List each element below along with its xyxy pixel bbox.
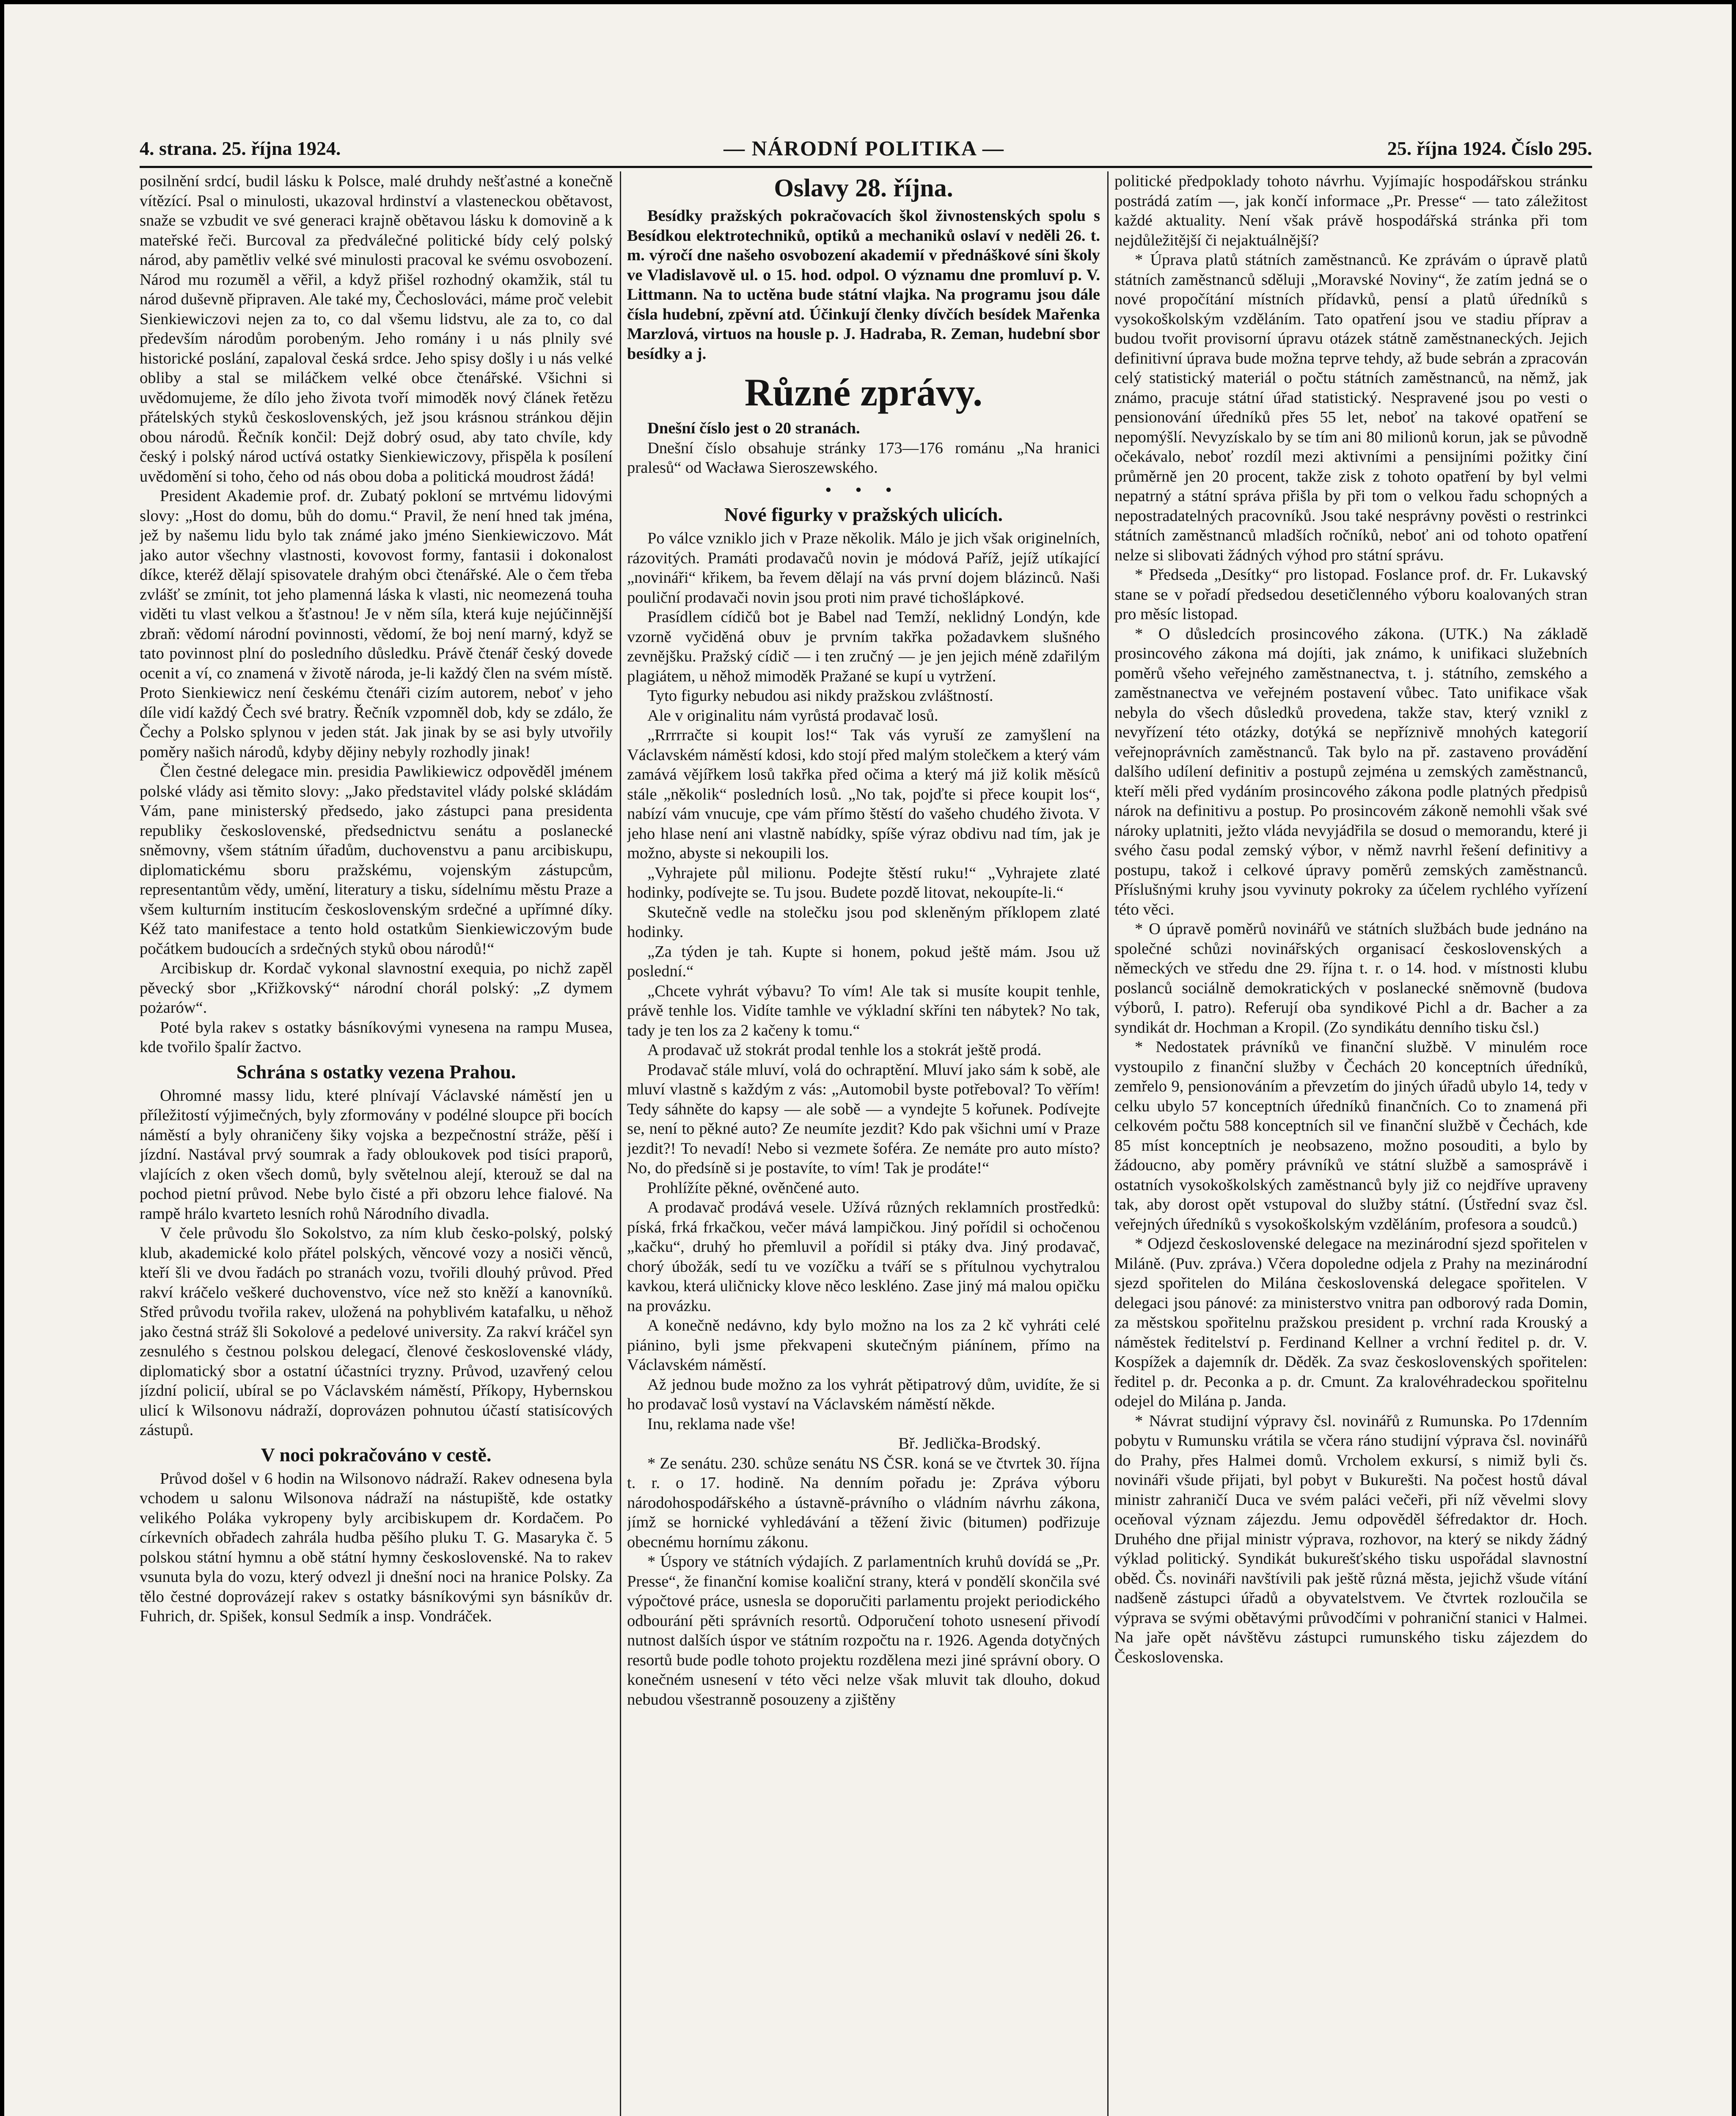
news-item: * Odjezd československé delegace na mezinárodní sjezd spořitelen v Miláně. (Puv. zpráva.) Včera dopoledne odjela z Prahy na mezinárodní sjezd spořitelen do Milána československá delegace spořitelen. V delegaci jsou pánové: za ministerstvo vnitra pan odborový rada Domin, za městskou spořitelnu pražskou president p. vrchní rada Krouský a náměstek ředitelství p. Ferdinand Kellner a vrchní ředitel p. dr. V. Kospížek a dajemník dr. Děděk. Za svaz československých spořitelen: ředitel p. dr. Peconka a p. dr. Cmunt. Za kralovéhradeckou spořitelnu odejel do Milána p. Janda. <box>1114 1235 1587 1410</box>
paragraph: Člen čestné delegace min. presidia Pawlikiewicz odpověděl jménem polské vlády asi těmito slovy: „Jako představitel vlády polské skládám Vám, pane ministerský předsedo, jako zástupci pana presidenta republiky československé, předsednictvu senátu a poslanecké sněmovny, všem státním úřadům, duchovenstvu a panu arcibiskupu, diplomatickému sboru pražskému, vojenským zástupcům, representantům vědy, umění, literatury a tisku, sídelnímu městu Praze a všem kulturním institucím československým srdečné a upřímné díky. Kéž tato manifestace a tento hold ostatkům Sienkiewiczovým bude počátkem budoucích a srdečných styků obou národů!“ <box>140 763 613 958</box>
paragraph: V čele průvodu šlo Sokolstvo, za ním klub česko-polský, polský klub, akademické kolo přátel polských, věncové vozy a nosiči věnců, kteří šli ve dvou řadách po stranách vozu, tvořili dlouhý průvod. Před rakví kráčelo veškeré duchovenstvo, více než sto kněží a kanovníků. Střed průvodu tvořila rakev, uložená na pohyblivém katafalku, u něhož jako čestná stráž šli Sokolové a pedelové university. Za rakví kráčel syn zesnulého s čestnou polskou delegací, členové československé vlády, diplomatický sbor a ostatní účastníci tryzny. Průvod, uzavřený celou jízdní policií, ubíral se po Václavském náměstí, Příkopy, Hybernskou ulicí k Wilsonovu nádraží, doprovázen pohnutou účastí statisícových zástupů. <box>140 1224 613 1439</box>
news-item: * Nedostatek právníků ve finanční službě. V minulém roce vystoupilo z finanční služby v Čechách 20 konceptních úředníků, zemřelo 9, pensionováním a převzetím do jiných úřadů ubylo 14, tedy v celku ubylo 57 konceptních úředníků finančních. Co to znamená při celkovém počtu 588 konceptních sil ve finanční službě v Čechách, kde 85 míst konceptních je neobsazeno, možno posouditi, a bylo by žádoucno, aby poměry právníků ve státní službě a samosprávě i ostatních vysokoškolských zaměstnanců byly již co nejdříve upraveny tak, aby dorost opět vstupoval do služby státní. (Ústřední svaz čsl. veřejných úředníků s vysokoškolským vzděláním, profesora a soudců.) <box>1114 1038 1587 1233</box>
paragraph: „Rrrrračte si koupit los!“ Tak vás vyruší ze zamyšlení na Václavském náměstí kdosi, kdo stojí před malým stolečkem a který vám zamává vějířkem losů takřka před očima a který má již kolik měsíců stále „několik“ posledních losů. „No tak, pojďte si přece koupit los“, nabízí vám vnucuje, cpe vám přímo štěstí do vašeho chudého života. V jeho hlase není ani vlastně nabídky, spíše výraz obdivu nad tím, jak je možno, abyste si nekoupili los. <box>627 726 1100 862</box>
newspaper-page <box>4 4 1732 2116</box>
paragraph: Prohlížíte pěkné, ověnčené auto. <box>647 1179 860 1197</box>
header-issue-info: 25. října 1924. Číslo 295. <box>1387 137 1592 159</box>
news-item: * O úpravě poměrů novinářů ve státních službách bude jednáno na společné schůzi novinářských organisací československých a německých ve středu dne 29. října t. r. o 14. hod. v místnosti klubu poslanců sociálně demokratických v poslanecké sněmovně (budova výborů, I. patro). Referují oba syndikové Pichl a dr. Bacher a za syndikát dr. Hochman a Kropil. (Zo syndikátu denního tisku čsl.) <box>1114 920 1587 1036</box>
paragraph: A konečně nedávno, kdy bylo možno na los za 2 kč vyhráti celé piánino, byli jsme překvapeni skutečným piánínem, přímo na Václavském náměstí. <box>627 1317 1100 1374</box>
paragraph: posilnění srdcí, budil lásku k Polsce, malé druhdy nešťastné a konečně vítězící. Psal o minulosti, ukazoval hrdinství a vlasteneckou obětavost, snaže se vzbudit ve své generaci krajně obětavou lásku k domovině a k mateřské řeči. Burcoval za předválečné politické bídy celý polský národ, aby pamětliv velké své minulosti pracoval ke svému osvobození. Národ mu rozuměl a věřil, a když přišel rozhodný okamžik, stál tu národ duševně připraven. Ale také my, Čechoslováci, máme proč velebit Sienkiewiczovi nejen za to, co dal všemu lidstvu, ale za to, co dal především národům porobeným. Jeho romány i u nás plnily své historické poslání, zapaloval česká srdce. Jeho spisy došly i u nás velké obliby a stal se miláčkem velké obce čtenářské. Všichni si uvědomujeme, že dílo jeho života tvoří mimoděk nový článek řetězu přátelských styků československých, jež jsou krásnou stránkou dějin obou národů. Řečník končil: Dejž dobrý osud, aby tato chvíle, kdy český i polský národ uctívá ostatky Sienkiewiczovy, přispěla k posílení uvědomění si toho, čeho od nás obou doba a politická moudrost žádá! <box>140 172 613 485</box>
separator-dots: • • • <box>825 481 902 499</box>
column-2 <box>627 171 1100 2116</box>
paragraph: Inu, reklama nade vše! <box>647 1415 796 1433</box>
paragraph: Ale v originalitu nám vyrůstá prodavač losů. <box>647 706 938 725</box>
author-signature: Bř. Jedlička-Brodský. <box>898 1435 1041 1452</box>
paragraph: Dnešní číslo obsahuje stránky 173—176 románu „Na hranici pralesů“ od Wacława Sieroszewského. <box>627 439 1100 477</box>
header-rule <box>140 166 1592 168</box>
paragraph: „Za týden je tah. Kupte si honem, pokud ještě mám. Jsou už poslední.“ <box>627 942 1100 980</box>
paragraph: A prodavač prodává vesele. Užívá různých reklamních prostředků: píská, frká frkačkou, večer mává lampičkou. Jiný pořídil si ochočenou „kačku“, druhý ho přemluvil a pořídil si ptáky dva. Jiný prodavač, chorý úbožák, sedí tu ve vozíčku a tváří se s přítulnou vychytralou kavkou, která uličnicky klove něco leskléno. Zase jiný má malou opičku na provázku. <box>627 1199 1100 1315</box>
paragraph: „Chcete vyhrát výbavu? To vím! Ale tak si musíte koupit tenhle, právě tenhle los. Vidíte tamhle ve výkladní skříni ten nábytek? No tak, tady je ten los za 2 kačeny k tomu.“ <box>627 982 1100 1039</box>
column-1 <box>140 171 613 2116</box>
section-heading: Různé zprávy. <box>744 371 983 414</box>
news-item: * Předseda „Desítky“ pro listopad. Foslance prof. dr. Fr. Lukavský stane se v pořadí předsedou desetičlenného výboru koalovaných stran pro měsíc listopad. <box>1114 566 1587 623</box>
section-heading: Oslavy 28. října. <box>774 174 953 202</box>
paragraph: Ohromné massy lidu, které plnívají Václavské náměstí jen u příležitostí výjimečných, byly zformovány v podélné sloupce při bocích náměstí a byly ohraničeny šiky vojska a bezpečnostní stráže, pěší i jízdní. Nastával prvý soumrak a řady obloukovek pod tisíci praporů, vlajících z oken všech domů, byly světelnou alejí, kterouž se dal na pochod pietní průvod. Nebe bylo čisté a při obzoru lehce fialové. Na rampě hrálo kvarteto lesních rohů Národního divadla. <box>140 1086 613 1223</box>
paragraph: Až jednou bude možno za los vyhrát pětipatrový dům, uvidíte, že si ho prodavač losů vystaví na Václavském náměstí někde. <box>627 1375 1100 1413</box>
column-divider <box>1107 171 1109 2116</box>
section-heading: V noci pokračováno v cestě. <box>261 1444 492 1466</box>
paragraph: Skutečně vedle na stolečku jsou pod skleněným příklopem zlaté hodinky. <box>627 903 1100 941</box>
paragraph: politické předpoklady tohoto návrhu. Vyjímajíc hospodářskou stránku postrádá zatím —, jak končí informace „Pr. Presse“ — tato záležitost každé aktuality. Není však právě hospodářská stránka při tom nejdůležitější či nejaktuálnější? <box>1114 172 1587 249</box>
news-item: * Úprava platů státních zaměstnanců. Ke zprávám o úpravě platů státních zaměstnanců sděluji „Moravské Noviny“, že zatím jedná se o nové propočítání místních přídavků, pensí a platů úředníků s vysokoškolským vzděláním. Tato opatření jsou ve stadiu příprav a budou tvořit provisorní úpravu otázek státně zaměstnaneckých. Jejich definitivní úprava bude možna teprve tehdy, až bude sebrán a zpracován celý statistický materiál o počtu státních zaměstnanců, na němž, jak známo, pracuje státní úřad statistický. Nespravené jsou po vesti o pensionování úředníků přes 55 let, neboť na takové opatření se nepomýšlí. Nevyzískalo by se tím ani 80 milionů korun, jak se původně očekávalo, neboť rozdíl mezi aktivními a pensijními požitky činí průměrně jen 20 procent, takže zisk z tohoto opatření by byl velmi nepatrný a státní správa přišla by při tom o velkou řadu schopných a nepostradatelných pracovníků. Jsou také nesprávny pověsti o restrinkci státních zaměstnanců mladších ročníků, neboť ani od tohoto opatření nelze si slibovati žádných výhod pro státní správu. <box>1114 251 1587 564</box>
paragraph: Prasídlem cídičů bot je Babel nad Temží, neklidný Londýn, kde vzorně vyčiděná obuv je prvním takřka požadavkem slušného zevnějšku. Pražský cídič — i ten zručný — je jen jejich méně zdařilým plagiátem, u něhož mimoděk Pražané se kupí u vytržení. <box>627 608 1100 685</box>
news-item: * Návrat studijní výpravy čsl. novinářů z Rumunska. Po 17denním pobytu v Rumunsku vrátila se včera ráno studijní výprava čsl. novinářů do Prahy, přes Halmei domů. Vrcholem exkursí, s nimiž byli čs. novináři všude přijati, byl pobyt v Bukurešti. Na počest hostů dával ministr zahraničí Duca ve svém paláci večeři, při níž věvelmi slovy oceňoval význam zájezdu. Jemu odpověděl šéfredaktor dr. Hoch. Druhého dne přijal ministr výprava, rozhovor, na který se nikdy žádný výklad politický. Syndikát bukurešťského tisku uspořádal slavnostní oběd. Čs. novináři navštívili pak ještě různá města, jejichž všude vítání nadšeně zástupci úřadů a obyvatelstvem. Ve čtvrtek rozloučila se výprava se svými obětavými průvodčími v pohraniční stanici v Halmei. Na jaře opět návštěvu zástupci rumunského tisku zájezdem do Československa. <box>1114 1412 1587 1666</box>
page-header <box>140 131 1592 165</box>
paragraph: President Akademie prof. dr. Zubatý pokloní se mrtvému lidovými slovy: „Host do domu, bůh do domu.“ Pravil, že není hned tak jména, jež by našemu lidu bylo tak známé jako jméno Sienkiewiczovo. Mát jako autor všechny vlastnosti, kovovost formy, fantasii i dokonalost díkce, kteréž dělají spisovatele drahým obci čtenářské. Ale o čem třeba zvlášť se zmínit, tot jeho plamenná láska k vlasti, nic neomezená touha viděti tu vlast velkou a šťastnou! Je v něm síla, která kuje nejúčinnější zbraň: vědomí národní povinnosti, vědomí, že boj není marný, když se tato povinnost plní do posledního důsledku. Právě čtenář český dovede ocenit a ví, co znamená v životě národa, je-li každý člen na svém místě. Proto Sienkiewicz není českému čtenáři cizím autorem, neboť v jeho díle vidí každý Čech své bratry. Řečník vzpomněl dob, kdy se zdálo, že Čechy a Polsko splynou v jeden stát. Jak jinak by se asi byly utvořily poměry našich národů, kdyby dějiny nebyly rozhodly jinak! <box>140 487 613 761</box>
paragraph: Poté byla rakev s ostatky básníkovými vynesena na rampu Musea, kde tvořilo špalír žactvo. <box>140 1018 613 1056</box>
column-3 <box>1114 171 1587 2116</box>
column-divider <box>620 171 621 2116</box>
paragraph: Po válce vzniklo jich v Praze několik. Málo je jich však originelních, rázovitých. Pramáti prodavačů novin je módová Paříž, jejíž utíkající „novináři“ křikem, ba řevem dělají na vás první dojem blázinců. Naši pouliční prodavači novin jsou proti nim pravé tichošlápkové. <box>627 529 1100 606</box>
paragraph: Dnešní číslo jest o 20 stranách. <box>647 419 860 437</box>
news-item: * Úspory ve státních výdajích. Z parlamentních kruhů dovídá se „Pr. Presse“, že finanční komise koaliční strany, která v pondělí skončila své výpočtové práce, usnesla se doporučiti parlamentu projekt periodického odbourání pěti správních resortů. Odporučení tohoto usnesení přivodí nutnost dalších úspor ve státním rozpočtu na r. 1926. Agenda dotyčných resortů bude podle tohoto projektu rozdělena mezi jiné správní obory. O konečném usnesení v této věci nelze však mluvit tak dlouho, dokud nebudou všestranně posouzeny a zjištěny <box>627 1553 1100 1708</box>
paragraph: Prodavač stále mluví, volá do ochraptění. Mluví jako sám k sobě, ale mluví vlastně s každým z vás: „Automobil byste potřeboval? To věřím! Tedy sáhněte do kapsy — ale sobě — a vyndejte 5 kořunek. Podívejte se, není to pěkné auto? Ze neumíte jezdit? Kdo pak všichni umí v Praze jezdit?! To nevadí! Nebo si vezmete šoféra. Ze nemáte pro auto místo? No, do předsíně si je postavíte, to vím! Tak je prodáte!“ <box>627 1061 1100 1177</box>
paragraph: „Vyhrajete půl milionu. Podejte štěstí ruku!“ „Vyhrajete zlaté hodinky, podívejte se. Tu jsou. Budete pozdě litovat, nekoupíte-li.“ <box>627 864 1100 901</box>
paragraph: Tyto figurky nebudou asi nikdy pražskou zvláštností. <box>647 687 993 705</box>
header-page-info: 4. strana. 25. října 1924. <box>140 137 341 159</box>
news-item: * O důsledcích prosincového zákona. (UTK.) Na základě prosincového zákona má dojíti, jak známo, k unifikaci služebních poměrů všeho veřejného zaměstnanectva, t. j. státního, zemského a zaměstnanectva ve veřejném postavení vůbec. Tato unifikace však nebyla do všech důsledků provedena, takže stav, který vznikl z nevyřízení této otázky, dotýká se nepříznivě mnohých kategorií veřejnoprávních zaměstnanců. Tak bylo na př. zastaveno provádění dalšího udílení definitiv a postupů zejména u zemských zaměstnanců, kteří měli před vydáním prosincového zákona podle platných předpisů nárok na definitivu a postup. Po prosincovém zákoně nemohli však své nároky uplatniti, ježto vláda nevyjádřila se dosud o memorandu, které ji svého času podal zemský výbor, v němž navrhl řešení definitivy a postupu, takož i celkové úpravy poměrů zemských zaměstnanců. Příslušnými kruhy jsou vyvinuty pokroky za účelem rychlého vyřízení této věci. <box>1114 625 1587 918</box>
section-heading: Schrána s ostatky vezena Prahou. <box>236 1061 516 1083</box>
paragraph: A prodavač už stokrát prodal tenhle los a stokrát ještě prodá. <box>647 1041 1042 1059</box>
paragraph: Besídky pražských pokračovacích škol živnostenských spolu s Besídkou elektrotechniků, optiků a mechaniků oslaví v neděli 26. t. m. výročí dne našeho osvobození akademií v přednáškové síni školy ve Vladislavově ul. o 15. hod. odpol. O významu dne promluví p. V. Littmann. Na to uctěna bude státní vlajka. Na programu jsou dále čísla hudební, zpěvní atd. Účinkují členky dívčích besídek Mařenka Marzlová, virtuos na housle p. J. Hadraba, R. Zeman, hudební sbor besídky a j. <box>627 207 1100 363</box>
news-item: * Ze senátu. 230. schůze senátu NS ČSR. koná se ve čtvrtek 30. října t. r. o 17. hodině. Na denním pořadu je: Zpráva výboru národohospodářského a ústavně-právního o vládním návrhu zákona, jímž se hornické vyhledávání a těžení živic (bitumen) podřizuje obecnému hornímu zákonu. <box>627 1454 1100 1551</box>
article-heading: Nové figurky v pražských ulicích. <box>724 504 1003 525</box>
paragraph: Arcibiskup dr. Kordač vykonal slavnostní exequia, po nichž zapěl pěvecký sbor „Křižkovský“ národní chorál polský: „Z dymem pożarów“. <box>140 959 613 1017</box>
paragraph: Průvod došel v 6 hodin na Wilsonovo nádraží. Rakev odnesena byla vchodem u salonu Wilsonova nádraží na nástupiště, kde ostatky velikého Poláka vykropeny byly arcibiskupem dr. Kordačem. Po církevních obřadech zahrála hudba pěšího pluku T. G. Masaryka č. 5 polskou státní hymnu a obě státní hymny československé. Na to rakev vsunuta byla do vozu, který odvezl ji dnešní noci na hranice Polsky. Za tělo čestné doprovázejí rakev s ostatky básníkovými syn básníkův dr. Fuhrich, dr. Spišek, konsul Sedmík a insp. Vondráček. <box>140 1469 613 1625</box>
masthead-title: — NÁRODNÍ POLITIKA — <box>724 136 1004 160</box>
